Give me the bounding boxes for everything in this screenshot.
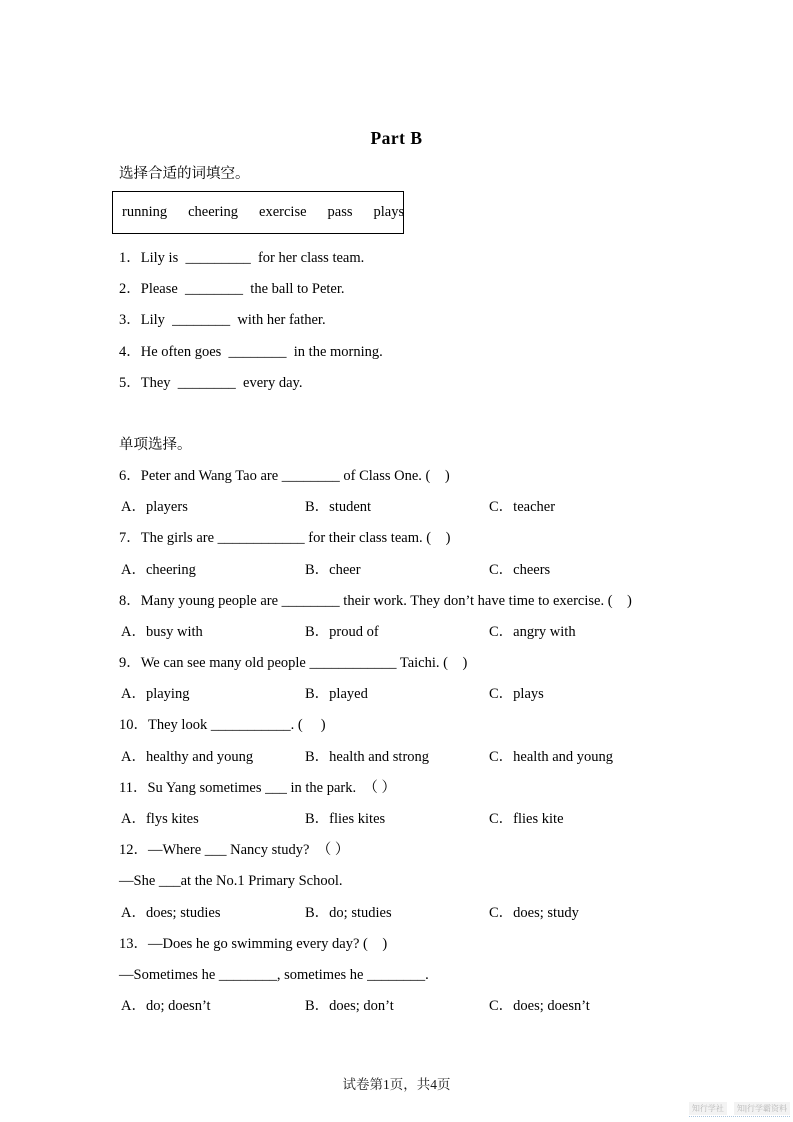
word-bank-item: cheering — [188, 204, 239, 220]
option-b: B．health and strong — [305, 748, 430, 765]
question-13-answer-line: —Sometimes he ________, sometimes he ________. — [119, 966, 429, 983]
question-5: 5．They ________ every day. — [119, 374, 303, 391]
option-b: B．do; studies — [305, 904, 392, 921]
option-a: A．playing — [121, 686, 190, 703]
option-c: C．cheers — [489, 561, 551, 578]
question-4: 4．He often goes ________ in the morning. — [119, 343, 383, 360]
option-a: A．does; studies — [121, 904, 221, 921]
option-a: A．players — [121, 499, 188, 516]
option-c: C．does; study — [489, 904, 579, 921]
question-7: 7．The girls are ____________ for their class team. ( ) — [119, 530, 451, 547]
word-bank-item: pass — [327, 204, 353, 220]
word-bank-box — [112, 191, 404, 234]
question-11: 11．Su Yang sometimes ___ in the park. （ ） — [119, 779, 396, 796]
watermark-badge: 知行学社 — [689, 1102, 727, 1115]
option-a: A．flys kites — [121, 811, 199, 827]
option-c: C．does; doesn’t — [489, 998, 590, 1015]
page-number-footer: 试卷第1页，共4页 — [342, 1077, 451, 1092]
option-b: B．flies kites — [305, 811, 386, 827]
fill-section-instruction: 选择合适的词填空。 — [119, 166, 250, 182]
question-8-options — [0, 623, 793, 641]
question-10: 10．They look ___________. ( ) — [119, 717, 326, 734]
word-bank-item: exercise — [259, 204, 307, 220]
question-6: 6．Peter and Wang Tao are ________ of Class One. ( ) — [119, 467, 450, 484]
choice-questions-block — [0, 467, 793, 1015]
option-b: B．student — [305, 499, 372, 516]
page-title: Part B — [370, 128, 423, 148]
option-c: C．health and young — [489, 748, 614, 765]
question-6-options — [0, 498, 793, 516]
fill-questions-block — [0, 249, 793, 392]
choice-section-instruction: 单项选择。 — [119, 436, 192, 453]
question-12: 12．—Where ___ Nancy study? （ ） — [119, 842, 350, 859]
watermark-badge: 知|行学霸资料 — [734, 1102, 790, 1115]
question-7-options — [0, 561, 793, 579]
question-2: 2．Please ________ the ball to Peter. — [119, 281, 345, 298]
option-b: B．proud of — [305, 623, 379, 640]
option-a: A．do; doesn’t — [121, 998, 211, 1015]
word-bank-item: plays — [373, 204, 405, 220]
question-12-answer-line: —She ___at the No.1 Primary School. — [119, 873, 343, 890]
question-1: 1．Lily is _________ for her class team. — [119, 250, 365, 266]
word-bank-item: running — [122, 204, 168, 220]
option-b: B．cheer — [305, 561, 361, 578]
option-a: A．cheering — [121, 561, 196, 578]
question-10-options — [0, 748, 793, 766]
question-11-options — [0, 810, 793, 828]
question-13: 13．—Does he go swimming every day? ( ) — [119, 935, 388, 952]
option-b: B．does; don’t — [305, 998, 394, 1015]
question-9: 9．We can see many old people ____________ Taichi. ( ) — [119, 655, 468, 672]
question-3: 3．Lily ________ with her father. — [119, 312, 326, 329]
option-c: C．plays — [489, 686, 544, 703]
question-9-options — [0, 685, 793, 703]
option-c: C．flies kite — [489, 811, 564, 827]
question-13-options — [0, 997, 793, 1015]
option-c: C．teacher — [489, 499, 556, 516]
option-c: C．angry with — [489, 623, 576, 640]
watermark — [689, 1102, 790, 1117]
option-a: A．healthy and young — [121, 748, 254, 765]
question-12-options — [0, 904, 793, 922]
option-a: A．busy with — [121, 623, 203, 640]
question-8: 8．Many young people are ________ their work. They don’t have time to exercise. ( ) — [119, 592, 632, 609]
option-b: B．played — [305, 686, 368, 703]
